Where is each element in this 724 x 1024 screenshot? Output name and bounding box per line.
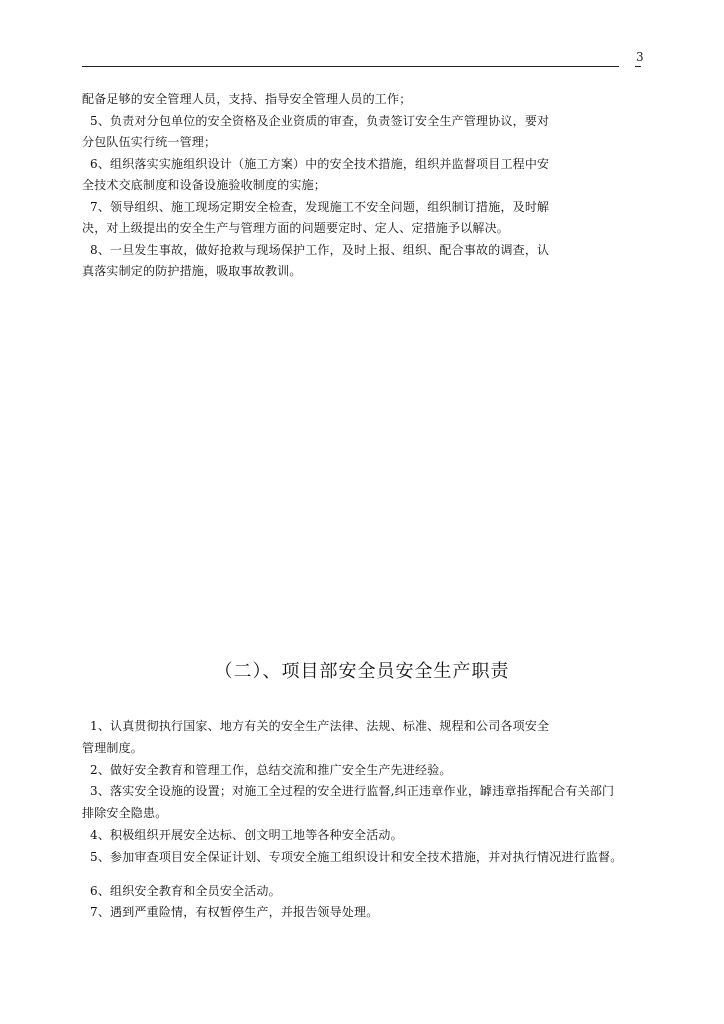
header-rule bbox=[82, 66, 619, 67]
paragraph-line: 决，对上级提出的安全生产与管理方面的问题要定时、定人、定措施予以解决。 bbox=[82, 221, 510, 235]
paragraph-line: 5、负责对分包单位的安全资格及企业资质的审查，负责签订安全生产管理协议，要对 bbox=[90, 113, 550, 128]
paragraph-line: 配备足够的安全管理人员，支持、指导安全管理人员的工作； bbox=[82, 92, 412, 106]
paragraph-line: 3、落实安全设施的设置；对施工全过程的安全进行监督,纠正违章作业，罅违章指挥配合有关部门 bbox=[90, 784, 615, 799]
paragraph-line: 6、组织安全教育和全员安全活动。 bbox=[90, 883, 281, 898]
section-title: （二）、项目部安全员安全生产职责 bbox=[214, 661, 510, 682]
paragraph-line: 8、一旦发生事故，做好抢救与现场保护工作，及时上报、组织、配合事故的调查，认 bbox=[90, 242, 550, 257]
paragraph-line: 真落实制定的防护措施，吸取事故教训。 bbox=[82, 264, 302, 278]
paragraph-line: 4、积极组织开展安全达标、创文明工地等各种安全活动。 bbox=[90, 827, 403, 842]
header-rule-short bbox=[635, 66, 641, 67]
paragraph-line: 分包队伍实行统一管理； bbox=[82, 135, 217, 149]
paragraph-line: 7、领导组织、施工现场定期安全检查，发现施工不安全问题，组织制订措施，及时解 bbox=[90, 199, 550, 214]
paragraph-line: 7、遇到严重险情，有权暂停生产，并报告领导处理。 bbox=[90, 905, 379, 920]
paragraph-line: 排除安全隐患。 bbox=[82, 806, 168, 821]
paragraph-line: 5、参加审查项目安全保证计划、专项安全施工组织设计和安全技术措施，并对执行情况进行监督。 bbox=[90, 849, 623, 864]
paragraph-line: 管理制度。 bbox=[82, 740, 144, 755]
page-number: 3 bbox=[636, 50, 644, 64]
paragraph-line: 2、做好安全教育和管理工作，总结交流和推广安全生产先进经验。 bbox=[90, 762, 452, 777]
paragraph-line: 1、认真贯彻执行国家、地方有关的安全生产法律、法规、标准、规程和公司各项安全 bbox=[90, 719, 550, 733]
top-paragraphs bbox=[82, 89, 642, 283]
paragraph-line: 全技术交底制度和设备设施验收制度的实施； bbox=[82, 178, 327, 192]
paragraph-gap bbox=[82, 869, 642, 881]
bottom-paragraphs bbox=[82, 716, 642, 924]
paragraph-line: 6、组织落实实施组织设计（施工方案）中的安全技术措施，组织并监督项目工程中安 bbox=[90, 156, 550, 171]
